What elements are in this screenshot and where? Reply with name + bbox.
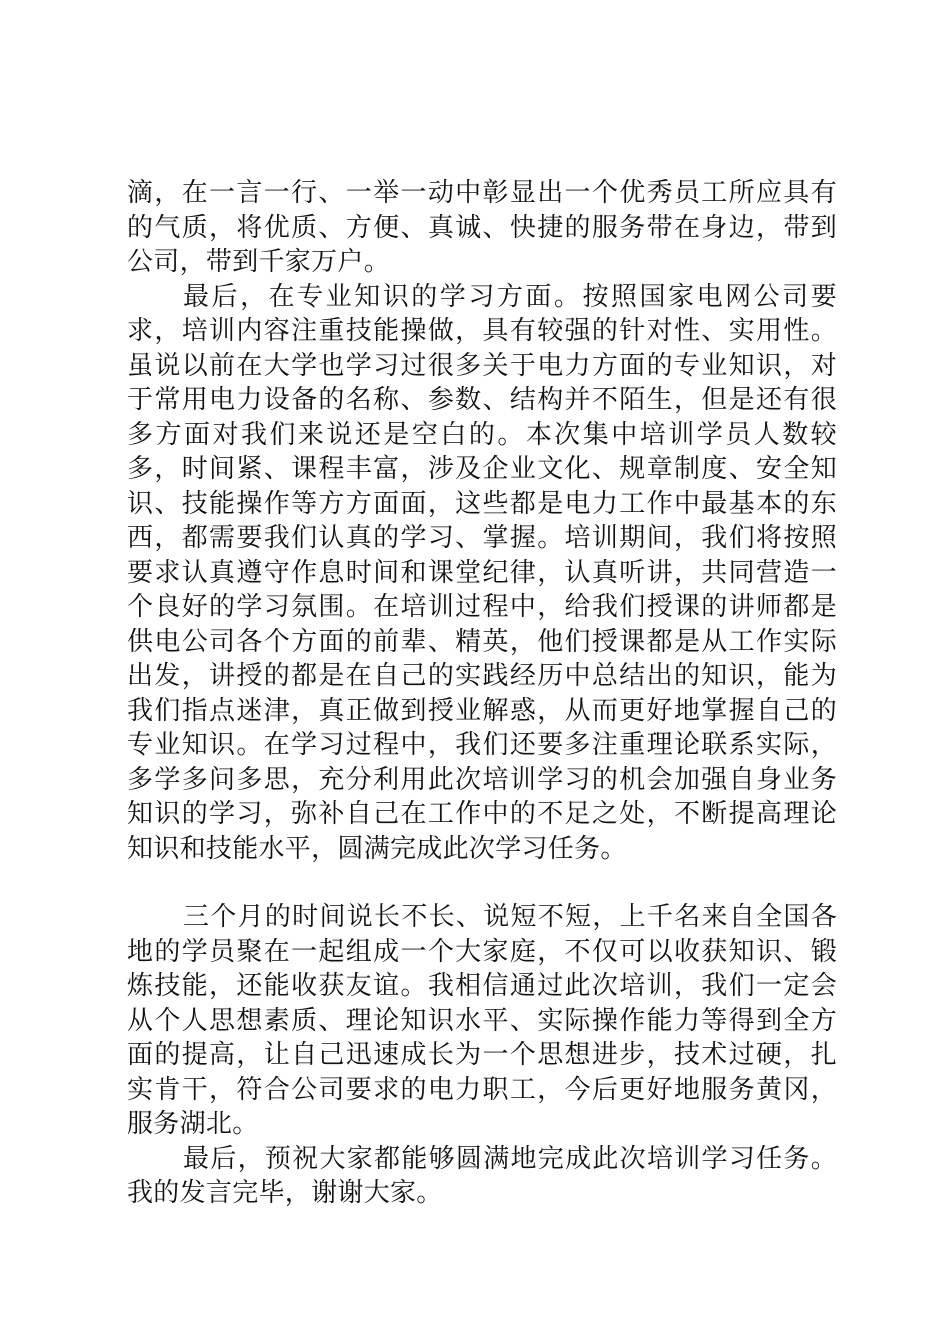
paragraph-spacer	[127, 866, 837, 900]
document-body	[127, 176, 837, 1211]
paragraph-closing: 最后，预祝大家都能够圆满地完成此次培训学习任务。我的发言完毕，谢谢大家。	[127, 1143, 837, 1208]
paragraph-continuation: 滴，在一言一行、一举一动中彰显出一个优秀员工所应具有的气质，将优质、方便、真诚、快捷的服务带在身边，带到公司，带到千家万户。	[127, 178, 837, 277]
paragraph-three-months: 三个月的时间说长不长、说短不短，上千名来自全国各地的学员聚在一起组成一个大家庭，不仅可以收获知识、锻炼技能，还能收获友谊。我相信通过此次培训，我们一定会从个人思想素质、理论知识水平、实际操作能力等得到全方面的提高，让自己迅速成长为一个思想进步，技术过硬，扎实肯干，符合公司要求的电力职工，今后更好地服务黄冈，服务湖北。	[127, 902, 837, 1139]
paragraph-professional-knowledge: 最后，在专业知识的学习方面。按照国家电网公司要求，培训内容注重技能操做，具有较强的针对性、实用性。虽说以前在大学也学习过很多关于电力方面的专业知识，对于常用电力设备的名称、参数、结构并不陌生，但是还有很多方面对我们来说还是空白的。本次集中培训学员人数较多，时间紧、课程丰富，涉及企业文化、规章制度、安全知识、技能操作等方方面面，这些都是电力工作中最基本的东西，都需要我们认真的学习、掌握。培训期间，我们将按照要求认真遵守作息时间和课堂纪律，认真听讲，共同营造一个良好的学习氛围。在培训过程中，给我们授课的讲师都是供电公司各个方面的前辈、精英，他们授课都是从工作实际出发，讲授的都是在自己的实践经历中总结出的知识，能为我们指点迷津，真正做到授业解惑，从而更好地掌握自己的专业知识。在学习过程中，我们还要多注重理论联系实际，多学多问多思，充分利用此次培训学习的机会加强自身业务知识的学习，弥补自己在工作中的不足之处，不断提高理论知识和技能水平，圆满完成此次学习任务。	[127, 281, 837, 864]
